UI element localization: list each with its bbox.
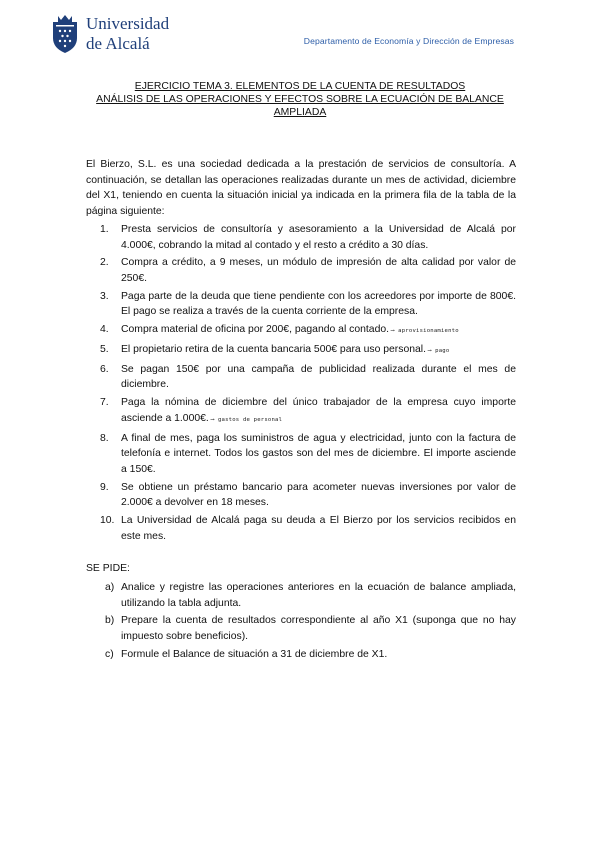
requirement-text: Prepare la cuenta de resultados correspondiente al año X1 (suponga que no hay impuesto sobre beneficios). bbox=[121, 615, 516, 642]
operation-text: Se obtiene un préstamo bancario para acometer nuevas inversiones por valor de 2.000€ a devolver en 18 meses. bbox=[121, 481, 516, 509]
requirement-text: Formule el Balance de situación a 31 de diciembre de X1. bbox=[121, 648, 388, 660]
handwritten-note: ⟶ aprovisionamiento bbox=[391, 328, 459, 335]
university-logo-text bbox=[86, 14, 169, 54]
requirements-list bbox=[105, 580, 516, 665]
page-header bbox=[0, 0, 600, 70]
title-line-2: ANÁLISIS DE LAS OPERACIONES Y EFECTOS SOBRE LA ECUACIÓN DE BALANCE bbox=[96, 94, 504, 105]
operation-number: 6. bbox=[100, 363, 109, 375]
operation-number: 7. bbox=[100, 397, 109, 409]
operation-text: Compra material de oficina por 200€, pagando al contado. bbox=[121, 324, 390, 336]
operation-text: Compra a crédito, a 9 meses, un módulo de impresión de alta calidad por valor de 250€. bbox=[121, 257, 516, 284]
operation-number: 8. bbox=[100, 432, 109, 444]
operation-text: Se pagan 150€ por una campaña de publicidad realizada durante el mes de diciembre. bbox=[121, 363, 516, 391]
logo-line-2: de Alcalá bbox=[86, 34, 150, 53]
operation-item bbox=[100, 431, 516, 478]
requirement-item bbox=[105, 647, 516, 663]
handwritten-note: ⟶ gastos de personal bbox=[210, 416, 283, 423]
department-name: Departamento de Economía y Dirección de Empresas bbox=[303, 36, 514, 46]
exercise-title bbox=[0, 80, 600, 119]
operations-list bbox=[100, 222, 516, 546]
operation-number: 4. bbox=[100, 324, 109, 336]
logo-line-1: Universidad bbox=[86, 14, 170, 33]
operation-item bbox=[100, 480, 516, 511]
operation-text: Presta servicios de consultoría y asesoramiento a la Universidad de Alcalá por 4.000€, cobrando la mitad al contado y el resto a crédito a 30 días. bbox=[121, 224, 516, 251]
handwritten-note: ⟶ pago bbox=[428, 348, 450, 355]
title-line-1: EJERCICIO TEMA 3. ELEMENTOS DE LA CUENTA DE RESULTADOS bbox=[134, 81, 466, 92]
operation-item bbox=[100, 342, 516, 360]
intro-paragraph: El Bierzo, S.L. es una sociedad dedicada a la prestación de servicios de consultoría. A continuación, se detallan las operaciones realizadas durante un mes de actividad, diciembre del X1, teniendo en cuenta la situación inicial ya indicada en la primera fila de la tabla de la página siguiente: bbox=[86, 159, 516, 217]
operation-number: 1. bbox=[100, 224, 109, 235]
requirement-text: Analice y registre las operaciones anteriores en la ecuación de balance ampliada, utilizando la tabla adjunta. bbox=[121, 582, 516, 609]
operation-number: 2. bbox=[100, 257, 109, 269]
operation-text: Paga parte de la deuda que tiene pendiente con los acreedores por importe de 800€. El pago se realiza a través de la cuenta corriente de la empresa. bbox=[121, 290, 516, 318]
operation-number: 3. bbox=[100, 290, 109, 302]
operation-item bbox=[100, 322, 516, 340]
se-pide-heading: SE PIDE: bbox=[86, 563, 130, 574]
operation-item bbox=[100, 255, 516, 286]
requirement-letter: a) bbox=[105, 582, 115, 593]
requirement-item bbox=[105, 580, 516, 611]
operation-number: 9. bbox=[100, 481, 109, 493]
operation-item bbox=[100, 222, 516, 253]
operation-number: 10. bbox=[100, 515, 115, 527]
operation-item bbox=[100, 513, 516, 544]
operation-text: El propietario retira de la cuenta bancaria 500€ para uso personal. bbox=[121, 344, 426, 356]
operation-number: 5. bbox=[100, 344, 109, 356]
operation-text: Paga la nómina de diciembre del único trabajador de la empresa cuyo importe asciende a 1.000€. bbox=[121, 397, 516, 424]
title-line-3: AMPLIADA bbox=[273, 107, 327, 118]
university-crest-icon bbox=[50, 14, 80, 54]
operation-text: La Universidad de Alcalá paga su deuda a El Bierzo por los servicios recibidos en este mes. bbox=[121, 515, 516, 542]
operation-item bbox=[100, 395, 516, 428]
operation-item bbox=[100, 289, 516, 320]
requirement-letter: c) bbox=[105, 648, 114, 660]
requirement-item bbox=[105, 613, 516, 644]
operation-text: A final de mes, paga los suministros de agua y electricidad, junto con la factura de telefonía e internet. Todos los gastos son del mes de diciembre. El importe asciende a 150€. bbox=[121, 432, 516, 475]
operation-item bbox=[100, 362, 516, 393]
requirement-letter: b) bbox=[105, 615, 115, 627]
